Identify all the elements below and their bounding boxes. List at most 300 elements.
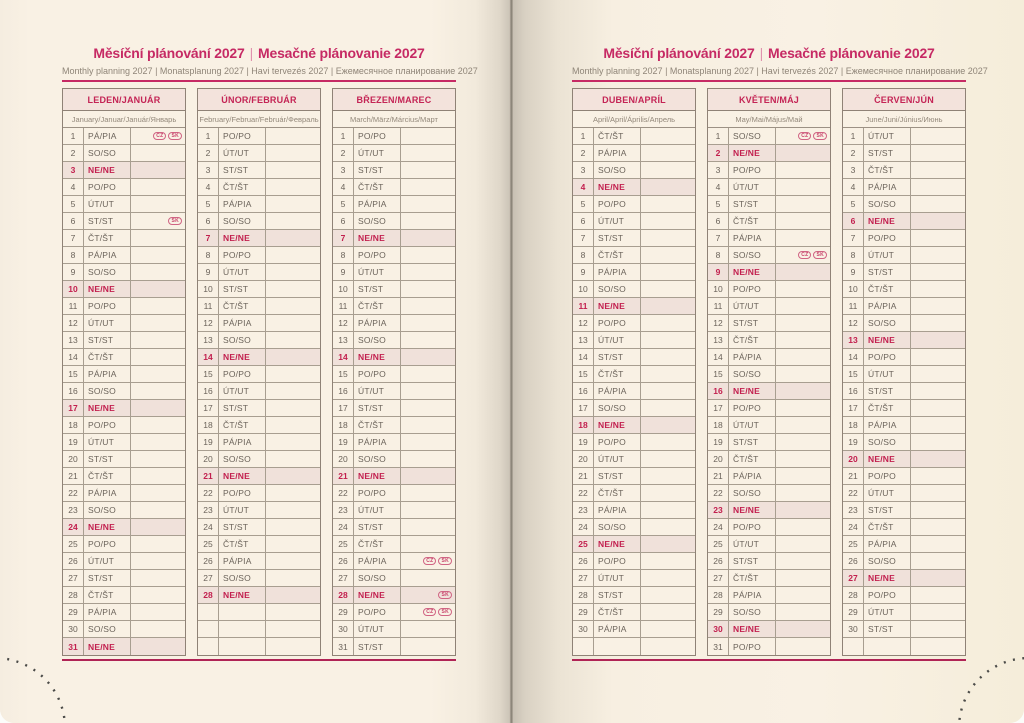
day-row [63,604,185,621]
day-abbr: PÁ/PIA [594,383,641,399]
day-number: 22 [198,485,219,501]
day-number: 20 [198,451,219,467]
day-notes [401,604,455,620]
day-number: 16 [198,383,219,399]
day-notes [776,179,830,195]
day-notes [131,179,185,195]
day-abbr: ÚT/UT [354,264,401,280]
day-abbr: ST/ST [729,315,776,331]
holiday-badge-sk: SK [168,217,182,225]
day-abbr: NE/NE [354,230,401,246]
day-row [333,570,455,587]
day-abbr: PO/PO [84,179,131,195]
day-number: 17 [708,400,729,416]
day-abbr: NE/NE [594,298,641,314]
day-row [573,145,695,162]
day-row [63,213,185,230]
day-number: 15 [198,366,219,382]
day-abbr: PÁ/PIA [354,434,401,450]
day-notes [641,128,695,144]
day-number: 4 [708,179,729,195]
day-row [63,519,185,536]
day-abbr: NE/NE [594,536,641,552]
day-number: 21 [198,468,219,484]
day-notes [401,179,455,195]
day-number: 7 [198,230,219,246]
day-notes [641,179,695,195]
day-row [573,400,695,417]
day-abbr: ČT/ŠT [84,230,131,246]
day-number: 12 [708,315,729,331]
day-number: 9 [333,264,354,280]
day-number [573,638,594,655]
day-notes [266,519,320,535]
day-notes [131,434,185,450]
day-number: 6 [843,213,864,229]
day-notes [266,434,320,450]
day-row [843,196,965,213]
day-abbr: ČT/ŠT [729,213,776,229]
page-subtitle: Monthly planning 2027 | Monatsplanung 2027 | Havi tervezés 2027 | Ежемесячное планирование 2027 [62,66,478,76]
day-notes [401,298,455,314]
day-abbr: SO/SO [84,383,131,399]
holiday-badge-sk: SK [438,591,452,599]
day-notes [911,281,965,297]
day-row [708,298,830,315]
day-row [843,519,965,536]
day-abbr: SO/SO [594,281,641,297]
day-number: 20 [843,451,864,467]
day-notes [131,638,185,655]
day-number: 22 [333,485,354,501]
day-row [198,417,320,434]
day-abbr: PÁ/PIA [594,621,641,637]
day-abbr: ÚT/UT [729,417,776,433]
empty-row [198,638,320,655]
day-abbr: SO/SO [864,553,911,569]
day-notes [776,162,830,178]
day-abbr: PÁ/PIA [594,502,641,518]
day-number: 3 [708,162,729,178]
day-abbr: SO/SO [864,196,911,212]
day-abbr: PÁ/PIA [864,417,911,433]
day-row [843,553,965,570]
day-number: 1 [198,128,219,144]
day-abbr: NE/NE [864,332,911,348]
day-notes [401,485,455,501]
day-row [708,247,830,264]
day-notes [641,213,695,229]
day-abbr: PÁ/PIA [354,196,401,212]
day-row [708,468,830,485]
day-number: 26 [708,553,729,569]
day-abbr: SO/SO [864,434,911,450]
page-title [572,45,966,61]
day-row [333,179,455,196]
day-number: 9 [843,264,864,280]
day-number: 7 [63,230,84,246]
day-notes [911,247,965,263]
day-notes [266,145,320,161]
day-notes [641,162,695,178]
month-table-may [707,88,831,656]
day-notes [401,349,455,365]
day-abbr: SO/SO [354,451,401,467]
day-number: 26 [573,553,594,569]
day-row [708,587,830,604]
day-abbr: NE/NE [219,587,266,603]
day-notes [911,332,965,348]
day-notes [266,400,320,416]
day-abbr: NE/NE [219,468,266,484]
day-row [333,315,455,332]
day-number: 11 [333,298,354,314]
day-row [333,298,455,315]
day-number: 8 [708,247,729,263]
day-notes [911,315,965,331]
day-row [63,128,185,145]
day-number: 3 [843,162,864,178]
day-number: 18 [573,417,594,433]
month-table-january [62,88,186,656]
day-notes [911,587,965,603]
day-notes [641,434,695,450]
day-number [198,621,219,637]
day-number: 23 [198,502,219,518]
day-abbr: ČT/ŠT [219,536,266,552]
day-abbr: PO/PO [219,485,266,501]
day-abbr: ST/ST [354,281,401,297]
day-row [333,502,455,519]
day-number: 3 [198,162,219,178]
day-notes [776,298,830,314]
day-number: 19 [198,434,219,450]
day-row [708,638,830,655]
day-notes [776,451,830,467]
day-row [843,332,965,349]
day-notes [776,128,830,144]
day-row [333,145,455,162]
day-row [63,162,185,179]
day-notes [911,196,965,212]
day-row [573,553,695,570]
day-notes [776,349,830,365]
day-abbr: ČT/ŠT [729,570,776,586]
day-notes [911,417,965,433]
day-notes [131,349,185,365]
day-number: 16 [843,383,864,399]
day-row [198,434,320,451]
day-row [843,145,965,162]
day-row [708,315,830,332]
day-abbr: ČT/ŠT [864,281,911,297]
day-notes [266,587,320,603]
day-abbr: NE/NE [219,230,266,246]
day-row [708,230,830,247]
day-row [333,230,455,247]
day-notes [776,213,830,229]
day-number: 28 [573,587,594,603]
day-notes [131,281,185,297]
day-abbr: ČT/ŠT [594,128,641,144]
day-notes [641,417,695,433]
day-row [843,281,965,298]
day-row [333,264,455,281]
day-number: 20 [708,451,729,467]
holiday-badge-sk: SK [438,608,452,616]
day-row [708,519,830,536]
day-notes [911,349,965,365]
day-row [708,434,830,451]
day-number: 14 [843,349,864,365]
day-notes [401,519,455,535]
day-abbr: ST/ST [594,230,641,246]
day-notes [266,366,320,382]
day-number: 9 [708,264,729,280]
day-number: 7 [708,230,729,246]
day-notes [131,451,185,467]
day-row [573,451,695,468]
holiday-badge-cz: CZ [153,132,166,140]
day-row [63,485,185,502]
day-abbr: ÚT/UT [219,383,266,399]
right-page-content [572,0,988,723]
day-abbr: ST/ST [864,383,911,399]
day-notes [911,604,965,620]
day-row [63,281,185,298]
day-number: 10 [843,281,864,297]
day-abbr: ÚT/UT [594,570,641,586]
month-table-march [332,88,456,656]
day-number: 23 [333,502,354,518]
page-title-slovak: Mesačné plánovanie 2027 [258,45,425,61]
day-row [63,349,185,366]
day-abbr: PÁ/PIA [864,536,911,552]
day-abbr: PO/PO [594,553,641,569]
day-number: 5 [708,196,729,212]
day-number: 10 [333,281,354,297]
day-number: 30 [333,621,354,637]
day-abbr: ÚT/UT [84,434,131,450]
day-notes [266,247,320,263]
day-notes [641,349,695,365]
day-number: 4 [63,179,84,195]
day-notes [641,638,695,655]
page-subtitle: Monthly planning 2027 | Monatsplanung 2027 | Havi tervezés 2027 | Ежемесячное планирование 2027 [572,66,988,76]
day-abbr: SO/SO [354,332,401,348]
day-abbr: PÁ/PIA [864,179,911,195]
day-notes [401,570,455,586]
day-number: 15 [333,366,354,382]
day-number: 31 [63,638,84,655]
day-notes [266,417,320,433]
day-row [63,587,185,604]
day-notes [911,570,965,586]
day-notes [131,400,185,416]
day-notes [401,383,455,399]
day-row [843,434,965,451]
day-abbr: ÚT/UT [594,451,641,467]
day-number: 4 [198,179,219,195]
day-abbr: SO/SO [219,451,266,467]
day-abbr: NE/NE [864,213,911,229]
day-row [843,587,965,604]
day-row [333,213,455,230]
day-notes [641,621,695,637]
day-number: 23 [708,502,729,518]
month-name: BŘEZEN/MAREC [333,89,455,111]
day-number: 2 [708,145,729,161]
day-notes [266,536,320,552]
day-abbr: PO/PO [354,247,401,263]
day-abbr: ÚT/UT [864,128,911,144]
day-row [708,553,830,570]
day-row [708,383,830,400]
day-abbr: ST/ST [219,400,266,416]
day-number: 14 [63,349,84,365]
day-row [63,196,185,213]
day-abbr: ST/ST [354,162,401,178]
day-abbr: PÁ/PIA [219,553,266,569]
day-number: 1 [708,128,729,144]
day-row [198,128,320,145]
day-number: 20 [573,451,594,467]
day-notes [266,502,320,518]
day-abbr: NE/NE [84,281,131,297]
day-notes [641,315,695,331]
day-number: 24 [708,519,729,535]
day-notes [401,213,455,229]
day-row [63,247,185,264]
day-notes [401,315,455,331]
day-abbr: SO/SO [84,145,131,161]
day-row [708,451,830,468]
day-abbr: PO/PO [729,400,776,416]
day-notes [266,451,320,467]
day-abbr: NE/NE [84,400,131,416]
day-notes [266,162,320,178]
day-notes [776,519,830,535]
day-number: 21 [843,468,864,484]
day-row [333,196,455,213]
day-abbr: ÚT/UT [864,247,911,263]
day-notes [641,485,695,501]
day-number: 6 [708,213,729,229]
day-number: 25 [708,536,729,552]
day-abbr: ST/ST [84,332,131,348]
day-row [63,145,185,162]
day-abbr: SO/SO [594,519,641,535]
day-abbr [594,638,641,655]
day-abbr: ST/ST [84,451,131,467]
day-abbr: ÚT/UT [864,366,911,382]
day-number: 11 [708,298,729,314]
day-number: 27 [708,570,729,586]
day-notes [776,485,830,501]
day-notes [266,349,320,365]
day-number: 8 [843,247,864,263]
day-abbr: PÁ/PIA [219,196,266,212]
page-title [62,45,456,61]
day-number: 12 [198,315,219,331]
day-notes [641,366,695,382]
day-row [333,383,455,400]
day-abbr: ST/ST [864,621,911,637]
day-number: 24 [198,519,219,535]
day-abbr: ST/ST [729,196,776,212]
day-number: 25 [333,536,354,552]
day-abbr: SO/SO [354,570,401,586]
day-row [198,213,320,230]
day-row [63,621,185,638]
day-abbr: NE/NE [219,349,266,365]
day-number: 18 [333,417,354,433]
day-number: 22 [573,485,594,501]
day-row [333,434,455,451]
day-abbr: ČT/ŠT [594,485,641,501]
day-notes [776,587,830,603]
day-number: 20 [63,451,84,467]
day-number: 2 [63,145,84,161]
day-notes [776,417,830,433]
day-number: 2 [843,145,864,161]
day-row [573,298,695,315]
day-row [198,264,320,281]
day-row [843,485,965,502]
day-number: 7 [573,230,594,246]
day-number: 6 [198,213,219,229]
day-number: 15 [573,366,594,382]
right-page [513,0,1024,723]
day-row [843,349,965,366]
day-abbr: ČT/ŠT [594,247,641,263]
day-abbr: ST/ST [354,400,401,416]
day-row [333,400,455,417]
day-notes [911,213,965,229]
day-row [198,281,320,298]
day-notes [131,315,185,331]
day-abbr: SO/SO [219,332,266,348]
day-notes [776,230,830,246]
day-notes [911,128,965,144]
day-notes [131,196,185,212]
day-number: 30 [573,621,594,637]
day-abbr: ÚT/UT [594,332,641,348]
day-row [333,366,455,383]
day-row [843,298,965,315]
day-abbr: PO/PO [354,485,401,501]
day-notes [401,162,455,178]
day-abbr: PO/PO [729,638,776,655]
day-abbr: ST/ST [84,570,131,586]
day-row [333,621,455,638]
day-abbr [219,604,266,620]
day-abbr: PÁ/PIA [594,264,641,280]
day-number: 10 [63,281,84,297]
day-row [843,621,965,638]
day-row [63,434,185,451]
day-abbr: PO/PO [864,587,911,603]
day-notes [911,162,965,178]
day-abbr: PO/PO [84,536,131,552]
day-row [333,536,455,553]
day-notes [401,332,455,348]
day-notes [911,621,965,637]
day-row [198,468,320,485]
day-row [573,536,695,553]
day-notes [776,553,830,569]
day-number: 15 [843,366,864,382]
